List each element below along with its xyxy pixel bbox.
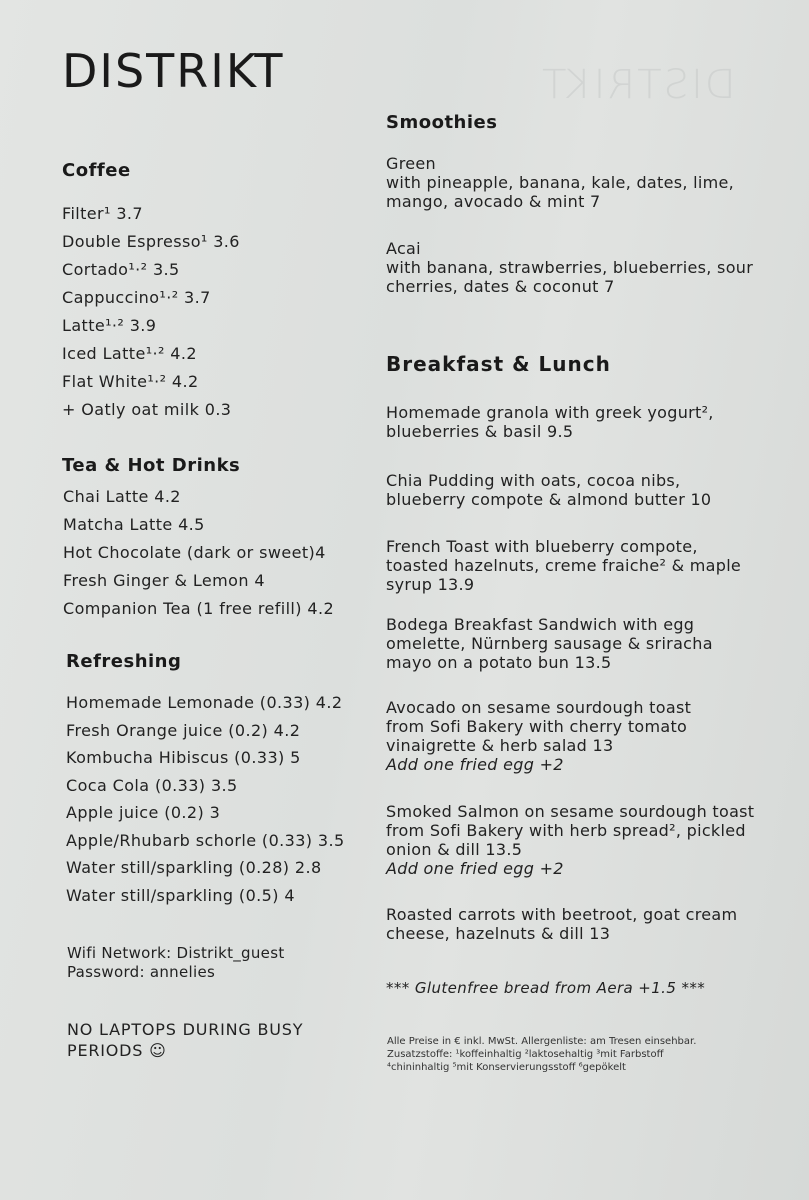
item-line: cheese, hazelnuts & dill 13 [386, 924, 611, 943]
item-line: mayo on a potato bun 13.5 [386, 653, 612, 672]
coffee-item: Iced Latte¹·² 4.2 [62, 344, 197, 363]
tea-item: Hot Chocolate (dark or sweet)4 [63, 543, 326, 562]
item-line: toasted hazelnuts, creme fraiche² & maple [386, 556, 742, 575]
smoothie-item [386, 154, 734, 211]
item-line: onion & dill 13.5 [386, 840, 523, 859]
refreshing-item: Coca Cola (0.33) 3.5 [66, 776, 238, 795]
item-line: with pineapple, banana, kale, dates, lime, [386, 173, 735, 192]
item-line: vinaigrette & herb salad 13 [386, 736, 614, 755]
refreshing-item: Fresh Orange juice (0.2) 4.2 [66, 721, 301, 740]
refreshing-item: Apple/Rhubarb schorle (0.33) 3.5 [66, 831, 345, 850]
breakfast-item [386, 403, 714, 441]
breakfast-item [386, 471, 711, 509]
refreshing-item: Apple juice (0.2) 3 [66, 803, 221, 822]
tea-item: Fresh Ginger & Lemon 4 [63, 571, 265, 590]
refreshing-item: Water still/sparkling (0.5) 4 [66, 886, 295, 905]
item-line: with banana, strawberries, blueberries, sour [386, 258, 754, 277]
smoothies-heading: Smoothies [386, 112, 498, 133]
breakfast-item [386, 537, 741, 594]
footnote-line: Alle Preise in € inkl. MwSt. Allergenliste: am Tresen einsehbar. [387, 1036, 697, 1047]
item-line: Smoked Salmon on sesame sourdough toast [386, 802, 755, 821]
coffee-heading: Coffee [62, 160, 131, 181]
refreshing-heading: Refreshing [66, 651, 182, 672]
glutenfree-note: *** Glutenfree bread from Aera +1.5 *** [386, 979, 706, 997]
coffee-item: + Oatly oat milk 0.3 [62, 400, 232, 419]
breakfast-heading: Breakfast & Lunch [386, 352, 611, 376]
wifi-password: Password: annelies [67, 963, 216, 981]
item-line: blueberries & basil 9.5 [386, 422, 574, 441]
breakfast-item [386, 905, 737, 943]
item-line: from Sofi Bakery with herb spread², pickled [386, 821, 746, 840]
item-line: mango, avocado & mint 7 [386, 192, 601, 211]
tea-heading: Tea & Hot Drinks [62, 455, 241, 476]
item-line: French Toast with blueberry compote, [386, 537, 698, 556]
item-line: Homemade granola with greek yogurt², [386, 403, 714, 422]
item-line: blueberry compote & almond butter 10 [386, 490, 712, 509]
item-line: syrup 13.9 [386, 575, 475, 594]
item-line: Green [386, 154, 436, 173]
add-on-line: Add one fried egg +2 [386, 859, 564, 878]
item-line: Roasted carrots with beetroot, goat cream [386, 905, 738, 924]
footnote-line: Zusatzstoffe: ¹koffeinhaltig ²laktosehaltig ³mit Farbstoff [387, 1049, 664, 1060]
laptop-notice-line: PERIODS ☺ [67, 1041, 167, 1060]
wifi-info [67, 944, 285, 982]
coffee-item: Latte¹·² 3.9 [62, 316, 157, 335]
laptop-notice-line: NO LAPTOPS DURING BUSY [67, 1020, 304, 1039]
smoothie-item [386, 239, 753, 296]
breakfast-item [386, 615, 713, 672]
item-line: Acai [386, 239, 421, 258]
tea-item: Matcha Latte 4.5 [63, 515, 205, 534]
breakfast-item [386, 698, 691, 774]
tea-item: Chai Latte 4.2 [63, 487, 181, 506]
coffee-item: Flat White¹·² 4.2 [62, 372, 199, 391]
coffee-item: Double Espresso¹ 3.6 [62, 232, 240, 251]
refreshing-item: Water still/sparkling (0.28) 2.8 [66, 858, 322, 877]
coffee-item: Cortado¹·² 3.5 [62, 260, 180, 279]
coffee-item: Filter¹ 3.7 [62, 204, 143, 223]
item-line: Bodega Breakfast Sandwich with egg [386, 615, 695, 634]
breakfast-item [386, 802, 754, 878]
item-line: cherries, dates & coconut 7 [386, 277, 615, 296]
item-line: Avocado on sesame sourdough toast [386, 698, 692, 717]
footnote-line: ⁴chininhaltig ⁵mit Konservierungsstoff ⁶gepökelt [387, 1062, 626, 1073]
add-on-line: Add one fried egg +2 [386, 755, 564, 774]
refreshing-item: Kombucha Hibiscus (0.33) 5 [66, 748, 301, 767]
item-line: omelette, Nürnberg sausage & sriracha [386, 634, 713, 653]
refreshing-item: Homemade Lemonade (0.33) 4.2 [66, 693, 343, 712]
bleed-through-logo: DISTRIKT [540, 62, 736, 108]
wifi-network: Wifi Network: Distrikt_guest [67, 944, 285, 962]
item-line: from Sofi Bakery with cherry tomato [386, 717, 688, 736]
item-line: Chia Pudding with oats, cocoa nibs, [386, 471, 681, 490]
brand-title: DISTRIKT [62, 44, 285, 98]
tea-item: Companion Tea (1 free refill) 4.2 [63, 599, 335, 618]
coffee-item: Cappuccino¹·² 3.7 [62, 288, 211, 307]
laptop-notice [67, 1019, 303, 1061]
